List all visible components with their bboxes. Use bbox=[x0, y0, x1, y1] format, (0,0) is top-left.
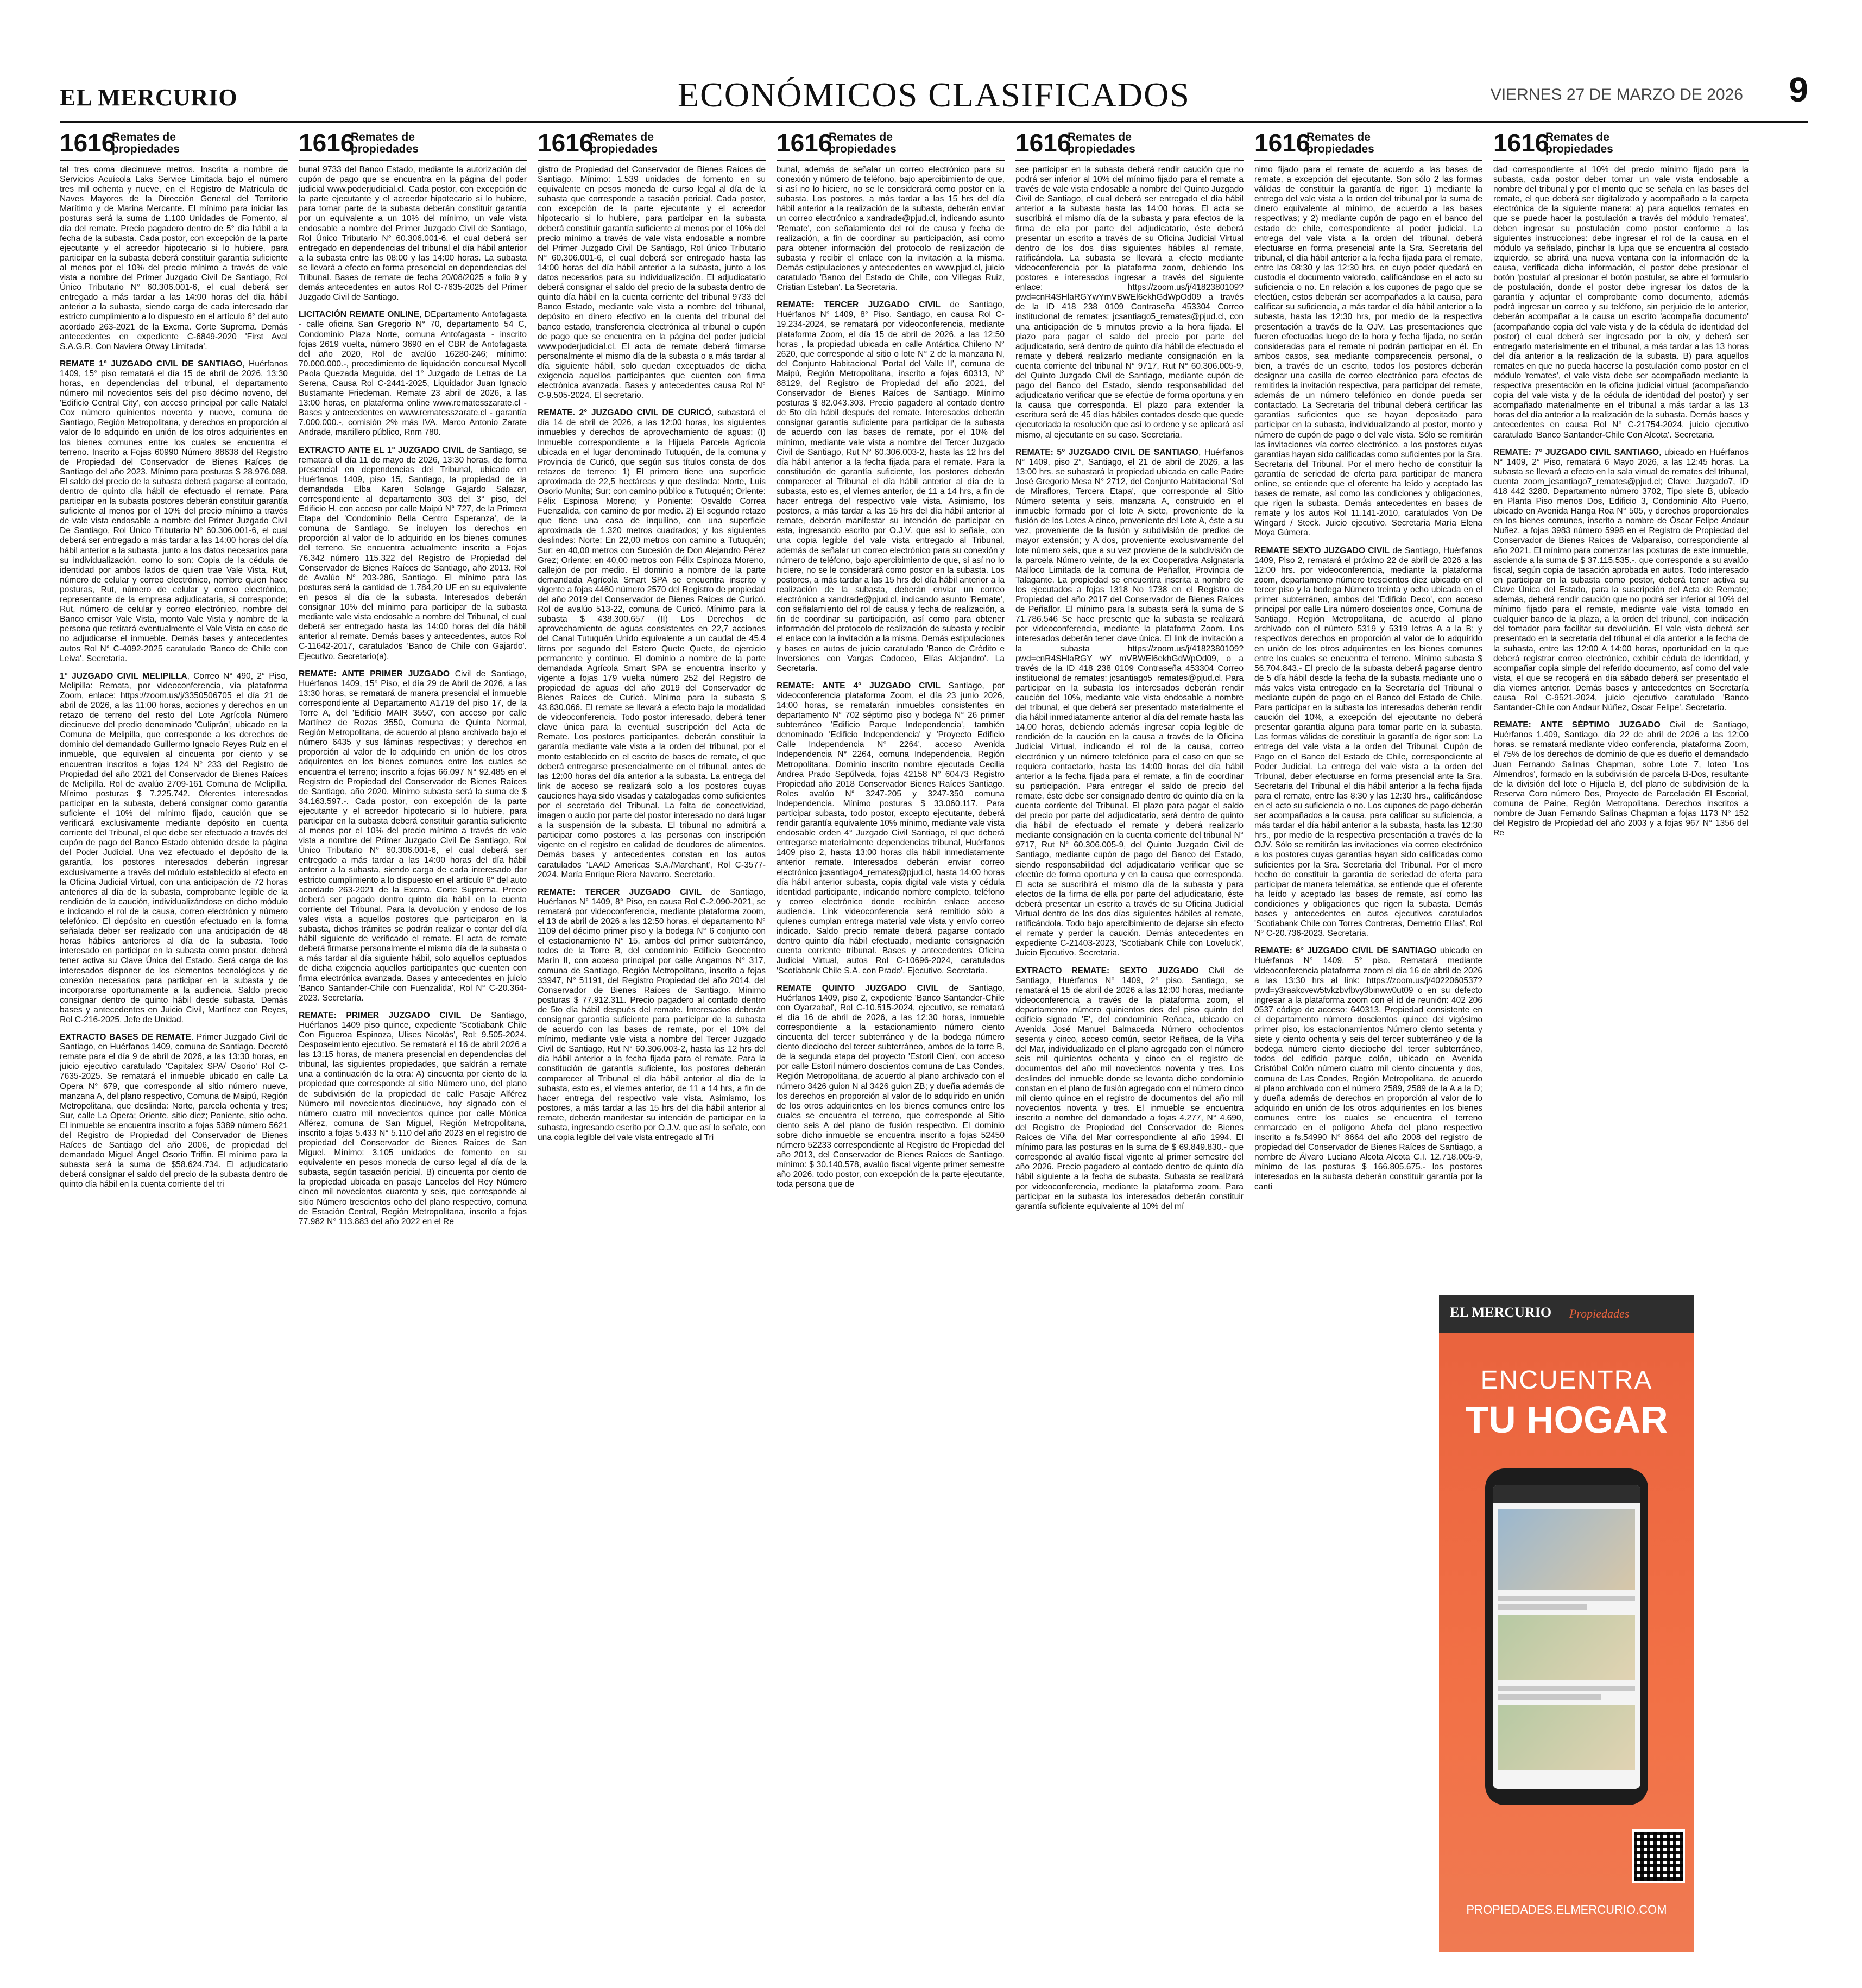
category-number: 1616 bbox=[1493, 129, 1549, 157]
notice-body: nimo fijado para el remate de acuerdo a las bases de remate, a excepción del ejecutante. Son sólo 2 las formas válidas de constituir la garantía de rigor: 1) mediante la entrega del vale vista a la orden del tribunal por la suma de dinero equivalente al mínimo, de acuerdo a las bases respectivas; y 2) mediante cupón de pago en el banco del estado de chile, correspondiente al poder judicial. La entrega del vale vista a la orden del tribunal, deberá efectuarse en forma presencial ante la Sra. Secretaria del tribunal, el día hábil anterior a la fecha fijada para el remate, entre las 08:30 y las 12:30 hrs, en cuyo poder quedará en custodia el documento valorado, calificándose en el acto su suficiencia o no. En relación a los cupones de pago que se efectúen, estos deberán ser acompañados a la causa, para calificar su suficiencia, a más tardar el día hábil anterior a la subasta, hasta las 12:30 hrs, por medio de la respectiva presentación a través de la OJV. Las presentaciones que fueren efectuadas luego de la hora y fecha fijada, no serán consideradas para el remate ni podrán participar en él. En ambos casos, sea mediante comparecencia personal, o bien, a través de un escrito, todos los postores deberán designar una casilla de correo electrónico para efectos de remitirles la invitación respectiva, para participar del remate, además de un número telefónico en donde pueda ser contactado. La Secretaria del tribunal deberá certificar las garantías suficientes que se hayan depositado para participar en la subasta, individualizando al postor, monto y número de cupón de pago o del vale vista. Sólo se remitirán las invitaciones vía correo electrónico, a los postores cuyas garantías hayan sido calificadas como suficientes por la Sra. Secretaria del Tribunal. Por el mero hecho de constituir la garantía de seriedad de oferta para participar de manera online, se entiende que el oferente ha leído y aceptado las bases de remate, así como las condiciones y obligaciones, que rigen la subasta. Demás antecedentes en bases de remate y los autos Rol 11.141-2010, caratulados Von De Wingard / Steck. Juicio ejecutivo. Secretaria María Elena Moya Gúmera. bbox=[1254, 165, 1482, 538]
notice-body: de Santiago, Huérfanos 1409, piso 2, expediente 'Banco Santander-Chile con Oyarzabal', Rol C-10.515-2024, ejecutivo, se rematará el día 16 de abril de 2026, a las 12:30 horas, inmueble correspondiente a la estacionamiento número ciento cincuenta del tercer subterráneo y de la bodega número ciento dieciocho del tercer subterráneo, ambos de la torre B, de la segunda etapa del proyecto 'Estoril Cien', con acceso por calle Estoril número doscientos comuna de Las Condes, Región Metropolitana, de acuerdo al plano archivado con el número 3426 guion N al 3426 guion ZB; y dueña además de los derechos en proporción al valor de lo adquirido en unión de los otros adquirientes en los bienes comunes entre los cuales se encuentra el terreno, que corresponde al Sitio ciento seis A del plano de fusión respectivo. El dominio sobre dicho inmueble se encuentra inscrito a fojas 52450 número 52233 correspondiente al Registro de Propiedad del año 2013, del Conservador de Bienes Raíces de Santiago. mínimo: $ 30.140.578, avalúo fiscal vigente primer semestre año 2026. todo postor, con excepción de la parte ejecutante, toda persona que de bbox=[777, 983, 1005, 1189]
masthead-rule bbox=[60, 121, 1808, 123]
column-head bbox=[1015, 128, 1244, 161]
qr-code-icon[interactable] bbox=[1632, 1829, 1685, 1883]
notice-heading: REMATE: 7° JUZGADO CIVIL SANTIAGO bbox=[1493, 447, 1659, 457]
column-head bbox=[1254, 128, 1482, 161]
category-label bbox=[1545, 131, 1613, 155]
category-number: 1616 bbox=[1015, 129, 1071, 157]
notice bbox=[1015, 966, 1244, 1212]
column-4 bbox=[777, 128, 1005, 1952]
column-1 bbox=[60, 128, 288, 1952]
column-head bbox=[538, 128, 766, 161]
notice-body: , DEpartamento Antofagasta - calle oficina San Gregorio N° 70, departamento 54 C, Condominio Plaza Norte, comuna Antofagasta - inscrito fojas 2619 vuelta, número 3690 en el CBR de Antofagasta del año 2020, Rol de avalúo 16280-246; mínimo: 70.000.000.-, procedimiento de liquidación concursal Mycoll Paola Quezada Maguida, del 1° Juzgado de Letras de La Serena, Causa Rol C-2441-2025, Liquidador Juan Ignacio Bustamante Friedeman. Remate 23 abril de 2026, a las 13:00 horas, en plataforma online www.rematesszarate.cl - Bases y antecedentes en www.rematesszarate.cl - garantía 7.000.000.-, comisión 2% más IVA. Marco Antonio Zarate Andrade, martillero público, Rnm 780. bbox=[299, 310, 527, 438]
notice-heading: REMATE SEXTO JUZGADO CIVIL bbox=[1254, 546, 1390, 555]
notice bbox=[1015, 448, 1244, 959]
notice-body: Santiago, por videoconferencia plataforma Zoom, el día 23 junio 2026, 14:00 horas, se rematarán inmuebles consistentes en departamento N° 702 séptimo piso y bodega N° 26 primer subterráneo 'Edificio Parque Independencia', también denominado 'Edificio Independencia' y 'Proyecto Edificio Calle Independencia N° 2264', acceso Avenida Independencia N° 2264, comuna Independencia, Región Metropolitana. Dominio inscrito nombre ejecutada Cecilia Andrea Prado Sepúlveda, fojas 42158 N° 60473 Registro Propiedad año 2018 Conservador Bienes Raíces Santiago. Roles avalúo N° 3247-205 y 3247-350 comuna Independencia. Mínimo posturas $ 33.060.117. Para participar subasta, todo postor, excepto ejecutante, deberá rendir garantía equivalente 10% mínimo, mediante vale vista endosable orden 4° Juzgado Civil Santiago, el que deberá entregarse materialmente dependencias tribunal, Huérfanos 1409 piso 2, hasta 13:00 horas día hábil inmediatamente anterior remate. Interesados deberán enviar correo electrónico jcsantiago4_remates@pjud.cl, hasta 14:00 horas día hábil anterior subasta, copia digital vale vista y cédula identidad participante, indicando nombre completo, teléfono y correo electrónico donde recibirán enlace acceso audiencia. Link videoconferencia será remitido sólo a quienes cumplan entrega material vale vista y envío correo indicado. Saldo precio remate deberá pagarse contado dentro quinto día hábil efectuado, mediante consignación cuenta corriente tribunal. Bases y antecedentes Oficina Judicial Virtual, autos Rol C-10696-2024, caratulados 'Scotiabank Chile S.A. con Prado'. Ejecutivo. Secretaria. bbox=[777, 681, 1005, 976]
advertisement[interactable] bbox=[1439, 1295, 1694, 1952]
notice-body: Civil de Santiago, Huérfanos 1409, 15° Piso, el día 29 de Abril de 2026, a las 13:30 horas, se rematará de manera presencial el inmueble correspondiente al Departamento A1719 del piso 17, de la Torre A, del 'Edificio MAIR 3550', con acceso por calle Martínez de Rozas 3550, Comuna de Quinta Normal, Región Metropolitana, de acuerdo al plano archivado bajo el número 6435 y sus láminas respectivas; y derechos en proporción al valor de lo adquirido en unión de los otros adquirentes en los bienes comunes entre los cuales se encuentra el terreno; inscrito a fojas 66.097 N° 92.485 en el Registro de Propiedad del Conservador de Bienes Raíces de Santiago, año 2020. Mínimo subasta será la suma de $ 34.163.597.-. Cada postor, con excepción de la parte ejecutante y el acreedor hipotecario si lo hubiere, para participar en la subasta deberá constituir garantía suficiente al menos por el 10% del precio mínimo a través de vale vista a nombre del Primer Juzgado Civil De Santiago, Rol Único Tributario N° 60.306.001-6, el cual deberá ser entregado a más tardar a las 14:00 horas del día hábil anterior a la subasta, siendo carga de cada interesado dar estricto cumplimiento a lo dispuesto en el artículo 6° del auto acordado 263-2021 de la Excma. Corte Suprema. Precio deberá ser pagado dentro quinto día hábil en la cuenta corriente del Tribunal. Para la devolución y endoso de los vales vista a aquellos postores que participaron en la subasta, dichos trámites se podrán realizar o contar del día hábil siguiente de verificado el remate. El acta de remate deberá firmarse personalmente el mismo día de la subasta o a más tardar al día siguiente hábil, solo aquellos ceptuados de dicha exigencia aquellos participantes que cuenten con firma electrónica avanzada. Bases y antecedentes en juicio 'Banco Santander-Chile con Fuenzalida', Rol N° C-20.364-2023. Secretaría. bbox=[299, 669, 527, 1003]
notice bbox=[299, 446, 527, 662]
notice bbox=[299, 165, 527, 302]
column-2 bbox=[299, 128, 527, 1952]
notice-body: tal tres coma diecinueve metros. Inscrita a nombre de Servicios Acuícola Laks Service Limitada bajo el número tres mil ochenta y nueve, en el Registro de Matrícula de Naves Mayores de la Dirección General del Territorio Marítimo y de Marina Mercante. El mínimo para iniciar las posturas será la suma de 1.100 Unidades de Fomento, al día del remate. Precio pagadero dentro de 5° día hábil a la fecha de la subasta. Cada postor, con excepción de la parte ejecutante y el acreedor hipotecario si lo hubiere, para participar en la subasta deberá constituir garantía suficiente al menos por el 10% del precio mínimo a través de vale vista a nombre del Primer Juzgado Civil De Santiago, Rol Único Tributario N° 60.306.001-6, el cual deberá ser entregado a más tardar a las 14:00 horas del día hábil anterior a la subasta, siendo carga de cada interesado dar estricto cumplimiento a lo dispuesto en el artículo 6° del auto acordado 263-2021 de la Excma. Corte Suprema. Demás antecedentes en expediente C-6849-2020 'First Aval S.A.G.R. Con Naviera Otway Limitada'. bbox=[60, 165, 288, 351]
column-5 bbox=[1015, 128, 1244, 1952]
category-label bbox=[351, 131, 419, 155]
category-label-line2: propiedades bbox=[590, 143, 658, 155]
notice-body: De Santiago, Huérfanos 1409 piso quince, expediente 'Scotiabank Chile Con Figueroa Espinoza, Ulises Nicolás', Rol: 9.505-2024. Desposeimiento ejecutivo. Se rematará el 16 de abril 2026 a las 13:15 horas, de manera presencial en dependencias del tribunal, las siguientes propiedades, que saldrán a remate una a continuación de la otra: A) cincuenta por ciento de la propiedad que corresponde al sitio Número uno, del plano de subdivisión de la propiedad de calle Pasaje Alférez Número mil novecientos diecinueve, hoy signado con el número cuatro mil novecientos quince por calle Mónica Alférez, comuna de San Miguel, Región Metropolitana, inscrito a fojas 5.433 N° 5.110 del año 2023 en el registro de propiedad del Conservador de Bienes Raíces de San Miguel. Mínimo: 3.105 unidades de fomento en su equivalente en pesos moneda de curso legal al día de la subasta, según tasación pericial. B) cincuenta por ciento de la propiedad ubicada en pasaje Lancelos del Rey Número cinco mil novecientos cuarenta y seis, que corresponde al sitio Número trescientos ocho del plano respectivo, comuna de Estación Central, Región Metropolitana, inscrito a fojas 77.982 N° 113.883 del año 2022 en el Re bbox=[299, 1010, 527, 1226]
ad-url[interactable]: PROPIEDADES.ELMERCURIO.COM bbox=[1466, 1903, 1667, 1916]
notice-body: Civil de Santiago, Huérfanos 1.409, Santiago, día 22 de abril de 2026 a las 12:00 horas, se rematará mediante video conferencia, plataforma Zoom, el 75% de los derechos de dominio de que es dueño el demandado Juan Fernando Salinas Chapman, sobre Lote 7, loteo 'Los Almendros', formado en la subdivisión de parcela B-Dos, resultante de la división del lote o Hijuela B, del plano de subdivisión de la Reserva Coro número Dos, Proyecto de Parcelación El Escorial, comuna de Paine, Región Metropolitana. Derechos inscritos a nombre de Juan Fernando Salinas Chapman a fojas 1173 N° 152 del Registro de Propiedad del año 2003 y a fojas 967 N° 1356 del Re bbox=[1493, 720, 1749, 838]
category-label-line2: propiedades bbox=[1306, 143, 1374, 155]
phone-screen bbox=[1493, 1485, 1640, 1789]
page-number: 9 bbox=[1789, 70, 1808, 109]
category-label bbox=[1068, 131, 1135, 155]
notice-heading: EXTRACTO BASES DE REMATE bbox=[60, 1033, 192, 1042]
category-label-line1: Remates de bbox=[1306, 131, 1371, 143]
notice-heading: LICITACIÓN REMATE ONLINE bbox=[299, 310, 420, 320]
column-3 bbox=[538, 128, 766, 1952]
notice bbox=[299, 310, 527, 438]
ad-logo-sub: Propiedades bbox=[1569, 1307, 1630, 1320]
notice-heading: REMATE: ANTE PRIMER JUZGADO bbox=[299, 669, 450, 679]
notice bbox=[777, 165, 1005, 293]
notice-heading: REMATE QUINTO JUZGADO CIVIL bbox=[777, 983, 939, 993]
ad-headline-2: TU HOGAR bbox=[1465, 1398, 1668, 1441]
category-number: 1616 bbox=[1254, 129, 1310, 157]
notice-body: Civil de Santiago, Huérfanos N° 1409, 2° piso, Santiago, se rematará el 15 de abril de 2026 a las 12:00 horas, mediante videoconferencia a través de la plataforma zoom, el departamento número quinientos dos del piso quinto del edificio signado 'E', del condominio Reñaca, ubicado en Avenida José Manuel Balmaceda Número ochocientos sesenta y cinco, acceso común, sector Reñaca, de la Viña del Mar, individualizado en el plano agregado con el número seis mil quinientos ochenta y cinco en el registro de documentos del año mil novecientos noventa y tres. Los deslindes del inmueble donde se levanta dicho condominio constan en el plano de fusión agregado con el número cinco mil ciento quince en el registro de documentos del año mil novecientos noventa y tres. El inmueble se encuentra inscrito a nombre del demandado a fojas 4.277, N° 4.690, del Registro de Propiedad del Conservador de Bienes Raíces de Viña del Mar correspondiente al año 1994. El mínimo para las posturas en la suma de $ 69.849.830.- que corresponde al avalúo fiscal vigente al primer semestre del año 2026. Precio pagadero al contado dentro de quinto día hábil siguiente a la fecha de subasta. Subasta se realizará por videoconferencia, mediante la plataforma zoom. Para participar en la subasta los interesados deberán constituir garantía suficiente equivalente al 10% del mí bbox=[1015, 966, 1244, 1211]
notice-heading: EXTRACTO ANTE EL 1° JUZGADO CIVIL bbox=[299, 445, 464, 455]
ad-headline-1: ENCUENTRA bbox=[1480, 1366, 1653, 1395]
category-label-line2: propiedades bbox=[112, 143, 180, 155]
notice bbox=[1493, 165, 1749, 440]
notice-heading: REMATE: 6° JUZGADO CIVIL DE SANTIAGO bbox=[1254, 946, 1437, 956]
column-head bbox=[1493, 128, 1749, 161]
category-label bbox=[829, 131, 897, 155]
ad-header-bar bbox=[1439, 1295, 1694, 1333]
category-number: 1616 bbox=[777, 129, 832, 157]
notice-heading: REMATE. 2° JUZGADO CIVIL DE CURICÓ bbox=[538, 408, 712, 418]
notice-body: dad correspondiente al 10% del precio mínimo fijado para la subasta, cada postor deber tomar un vale vista endosable a nombre del tribunal y por el monto que se señala en las bases del remate, el que deberá ser digitalizado y acompañado a la carpeta electrónica de la siguiente manera: a) para aquellos remates en que se puede hacer la postulación a través del módulo 'remates', deben ingresar su postulación como postor conforme a las siguientes instrucciones: debe ingresar el rol de la causa en el módulo ya señalado, pinchar la lupa que se encuentra al costado izquierdo, se abrirá una nueva ventana con la información de la causa, verificada dicha información, el postor debe presionar el botón 'postular' al presionar el botón postular, se abre el formulario de postulación, donde el postor debe ingresar los datos de la garantía y adjuntar el comprobante como documento, además podrá ingresar un correo y su teléfono, sin perjuicio de lo anterior, deberán acompañar a la causa un escrito 'acompaña documento' (acompañando copia del vale vista y de la cédula de identidad del postor) el cual deberá ser ingresado por la oiv, y deberá ser entregarlo materialmente en el tribunal, a más tardar a las 13 horas del día anterior a la realización de la subasta. B) para aquellos remates en que no pueda hacerse la postulación como postor en el módulo 'remates', el vale vista debe ser acompañado mediante la respectiva presentación en la oficina judicial virtual (acompañando copia del vale vista y de la cédula de identidad del postor) y ser acompañado materialmente en el tribunal a más tardar a las 13 horas del día anterior a la realización de la subasta. Demás bases y antecedentes en causa Rol N° C-21754-2024, juicio ejecutivo caratulado 'Banco Santander-Chile Con Alcota'. Secretaria. bbox=[1493, 165, 1749, 440]
column-head bbox=[777, 128, 1005, 161]
notice-body: de Santiago, Huérfanos N° 1409, 8° Piso, en causa Rol C-2.090-2021, se rematará por videoconferencia, mediante plataforma zoom, el 13 de abril de 2026 a las 12:50 horas, el departamento N° 1109 del décimo primer piso y la bodega N° 6 conjunto con el estacionamiento N° 15, ambos del primer subterráneo, todos de la Torre B, del condominio Edificio Geocentro Marín II, con acceso principal por calle Angamos N° 317, comuna de Santiago, Región Metropolitana, inscrito a fojas 33947, N° 51191, del Registro Propiedad del año 2014, del Conservador de Bienes Raíces de Santiago. Mínimo posturas $ 77.912.311. Precio pagadero al contado dentro de 5to día hábil después del remate. Interesados deberán consignar garantía suficiente para participar de la subasta de acuerdo con las bases de remate, por el 10% del mínimo, mediante vale vista a nombre del Tercer Juzgado Civil de Santiago, Rut N° 60.306.003-2, hasta las 12 hrs del día hábil anterior a la fecha fijada para el remate. Para la constitución de garantía suficiente, los postores deberán comparecer al Tribunal el día hábil anterior al día de la subasta, esto es, el viernes anterior, de 11 a 14 hrs, a fin de hacer entrega del respectivo vale vista. Asimismo, los postores, a más tardar a las 15 hrs del día hábil anterior al remate, deberán manifestar su intención de participar en la subasta, ingresando escrito por O.J.V. que así lo señale, con una copia legible del vale vista entregado al Tri bbox=[538, 887, 766, 1143]
notice-body: , Correo N° 490, 2° Piso, Melipilla: Remata, por videoconferencia, vía plataforma Zoom, enlace: https://zoom.us/j/3350506705 el día 21 de abril de 2026, a las 11:00 horas, acciones y derechos en un retazo de terreno del resto del Lote Agrícola Número diecinueve del predio denominado 'Culiprán', ubicado en la Comuna de Melipilla, que corresponde a los derechos de dominio del demandado Guillermo Ignacio Reyes Ruiz en el inmueble, que equivalen al cincuenta por ciento y se encuentran inscritos a fojas 124 N° 233 del Registro de Propiedad del año 2021 del Conservador de Bienes Raíces de Melipilla. Rol de avalúo 2709-161 Comuna de Melipilla. Mínimo posturas $ 7.225.742. Oferentes interesados participar en la subasta, deberá consignar como garantía suficiente el 10% del mínimo fijado, caución que se verificará exclusivamente mediante depósito en cuenta corriente del Tribunal, el que debe ser efectuado a través del cupón de pago del Banco Estado obtenido desde la página del Poder Judicial. Una vez efectuado el depósito de la garantía, los postores interesados deberán ingresar exclusivamente a través del módulo establecido al efecto en la Oficina Judicial Virtual, con una anticipación de 72 horas anteriores al día de la subasta, comprobante legible de la rendición de la caución, individualizándose en dicho módulo e indicando el rol de la causa, correo electrónico y número telefónico. El depósito en cuestión efectuado en la forma señalada deber ser realizado con una anticipación de 48 horas hábiles anteriores al día de la subasta. Todo interesado en participar en la subasta como postor, deberá tener activa su Clave Única del Estado. Será carga de los interesados disponer de los elementos tecnológicos y de conexión necesarios para participar en la subasta y de incorporarse oportunamente a la audiencia. Saldo precio consignar dentro de quinto hábil desde subasta. Demás bases y antecedentes en Juicio Civil, Martínez con Reyes, Rol C-216-2025. Jefe de Unidad. bbox=[60, 671, 288, 1024]
notice bbox=[299, 1011, 527, 1227]
notice-body: , Huérfanos 1409, 15° piso rematará el día 15 de abril de 2026, 13:30 horas, en dependencias del tribunal, el departamento número mil novecientos seis del piso décimo noveno, del 'Edificio Central City', con acceso principal por calle Natalel Cox número quinientos noventa y nueve, comuna de Santiago, Región Metropolitana, y derechos en proporción al valor de lo adquirido en unión de los otros adquirientes en los bienes comunes entre los cuales se encuentra el terreno. Inscrito a Fojas 60990 Número 88638 del Registro de Propiedad del Conservador de Bienes Raíces de Santiago del año 2023. Mínimo para posturas $ 28.976.088. El saldo del precio de la subasta deberá pagarse al contado, dentro de quinto día hábil de efectuado el remate. Para participar en la subasta postores deberán constituir garantía suficiente al menos por el 10% del precio mínimo a través de vale vista endosable a nombre del Primer Juzgado Civil De Santiago, Rol Único Tributario N° 60.306.001-6, el cual deberá ser entregado a más tardar a las 14:00 horas del día hábil anterior a la subasta, junto a los datos necesarios para su individualización, como lo son: Copia de la cédula de identidad por ambos lados de quien trae Vale Vista, Rut, número de celular y correo electrónico, nombre quien hace posturas, Rut, número de celular y correo electrónico, representante de la empresa adjudicataria, si corresponde; Rut, número de celular y correo electrónico, nombre del Banco emisor Vale Vista, monto Vale Vista y nombre de la persona que retirará eventualmente el Vale Vista en caso de no adjudicarse el inmueble. Demás bases y antecedentes autos Rol N° C-4092-2025 caratulado 'Banco de Chile con Leiva'. Secretaria. bbox=[60, 359, 288, 663]
notice-heading: REMATE: 5° JUZGADO CIVIL DE SANTIAGO bbox=[1015, 447, 1199, 457]
notice bbox=[60, 165, 288, 352]
section-title: ECONÓMICOS CLASIFICADOS bbox=[678, 75, 1190, 114]
category-label-line2: propiedades bbox=[1545, 143, 1613, 155]
category-label-line2: propiedades bbox=[1068, 143, 1135, 155]
column-head bbox=[60, 128, 288, 161]
notice bbox=[60, 359, 288, 664]
notice-heading: REMATE: ANTE 4° JUZGADO CIVIL bbox=[777, 681, 941, 691]
category-label-line2: propiedades bbox=[829, 143, 897, 155]
notice-body: ubicado en Huérfanos N° 1409, 5° piso. Rematará mediante videoconferencia plataforma zoom el día 16 de abril de 2026 a las 13:30 hrs al link: https://zoom.us/j/4022060537?pwd=y3raakcvew5tvkzbvfbvy3binww0ut09 o en su defecto ingresar a la plataforma zoom con el id de reunión: 402 206 0537 código de acceso: 640313. Propiedad consistente en el departamento número doscientos quince del vigésimo primer piso, los estacionamientos Número ciento setenta y siete y ciento ochenta y seis del tercer subterráneo y de la bodega número ciento dieciocho del tercer subterráneo, todos del edificio parque colón, ubicado en Avenida Cristóbal Colón número cuatro mil ciento cincuenta y dos, comuna de Las Condes, Región Metropolitana, de acuerdo al plano archivado con el número 2589, 2589 de la A a la D; y dueña además de derechos en proporción al valor de lo adquirido en unión de los otros adquirientes en los bienes comunes entre los cuales se encuentra el terreno enmarcado en el polígono Abefa del plano respectivo inscrito a fs.54990 N° 8664 del año 2008 del registro de propiedad del Conservador de Bienes Raíces de Santiago, a nombre de Álvaro Luciano Alcota Alcota C.I. 12.718.005-9, mínimo de las posturas $ 166.805.675.- los postores interesados en la subasta deberán constituir garantía por la canti bbox=[1254, 946, 1482, 1192]
category-label bbox=[1306, 131, 1374, 155]
category-label-line1: Remates de bbox=[590, 131, 654, 143]
notice-heading: REMATE: ANTE SÉPTIMO JUZGADO bbox=[1493, 720, 1661, 730]
notice-body: , subastará el día 14 de abril de 2026, a las 12:00 horas, los siguientes inmuebles y derechos de aprovechamiento de aguas: (I) Inmueble correspondiente a la Hijuela Parcela Agrícola ubicada en el lugar denominado Tutuquén, de la comuna y Provincia de Curicó, que según sus títulos consta de dos retazos de terreno: 1) El primero tiene una superficie aproximada de 22,5 hectáreas y que deslinda: Norte, Luis Osorio Munita; Sur: con camino público a Tutuquén; Oriente: Félix Espinosa Moreno; y Poniente: Osvaldo Correa Fuenzalida, con camino de por medio. 2) El segundo retazo que tiene una casa de inquilino, con una superficie aproximada de 1.320 metros cuadrados; y los siguientes deslindes: Norte: En 22,00 metros con camino a Tutuquén; Sur: en 40,00 metros con Sucesión de Don Alejandro Pérez Grez; Oriente: en 40,00 metros con Félix Espinoza Moreno, callejón de por medio. El dominio a nombre de la parte demandada Agrícola Smart SPA se encuentra inscrito y vigente a fojas 4460 número 2570 del Registro de propiedad del año 2019 del Conservador de Bienes Raíces de Curicó. Rol de avalúo 513-22, comuna de Curicó. Mínimo para la subasta $ 438.300.657 (II) Los Derechos de aprovechamiento de aguas consistentes en 22,7 acciones del Canal Tutuquén Unido equivalente a un caudal de 45,4 litros por segundo del Estero Quete Quete, de ejercicio permanente y continuo. El dominio a nombre de la parte demandada Agrícola Smart SPA se encuentra inscrito y vigente a fojas 179 vuelta número 252 del Registro de propiedad de aguas del año 2019 del Conservador de Bienes Raíces de Curicó. Mínimo para la subasta $ 43.830.066. El remate se llevará a efecto bajo la modalidad de videoconferencia. Todo postor interesado, deberá tener clave única para la eventual suscripción del Acta de Remate. Los postores participantes, deberán constituir la garantía mediante vale vista a la orden del tribunal, por el monto establecido en el escrito de bases de remate, el que deberá entregarse presencialmente en el tribunal, antes de las 12:00 horas del día anterior a la subasta. La entrega del link de acceso se realizará solo a los postores cuyas cauciones haya sido visadas y catalogadas como suficientes por el secretario del Tribunal. La falta de conectividad, imagen o audio por parte del postor interesado no dará lugar a la suspensión de la subasta. El tribunal no admitirá a participar como postores a las personas con inscripción vigente en el registro en calidad de deudores de alimentos. Demás bases y antecedentes constan en los autos caratulados 'LAAD Americas S.A./Marchant', Rol C-3577-2024. María Enrique Riera Navarro. Secretario. bbox=[538, 408, 766, 879]
notice-body: , ubicado en Huérfanos N° 1409, 2° Piso, rematará 6 Mayo 2026, a las 12:45 horas. La subasta se llevará a efecto en la sala virtual de remates del tribunal, cuenta zoom_jcsantiago7_remates@pjud.cl; Clave: Juzgado7, ID 418 442 3280. Departamento número 3702, Tipo siete B, ubicado en Planta Piso menos Dos, Edificio 3, Condominio Alto Puerto, ubicado en Avenida Hanga Roa N° 505, y derechos proporcionales en los bienes comunes, inscrito a nombre de Óscar Felipe Andaur Nuñez, a fojas 3983 número 5998 en el Registro de Propiedad del Conservador de Bienes Raíces de Valparaíso, correspondiente al año 2021. El mínimo para comenzar las posturas de este inmueble, asciende a la suma de $ 37.115.535.-, que corresponde a su avalúo fiscal, según copia de tasación aprobada en autos. Todo interesado en participar en la subasta como postor, deberá tener activa su Clave Única del Estado, para la suscripción del Acta de Remate; además, deberá rendir caución que no podrá ser inferior al 10% del mínimo fijado para el remate, mediante vale vista tomado en cualquier banco de la plaza, a la orden del tribunal, con indicación del tomador para facilitar su devolución. El vale vista deberá ser presentado en la secretaría del tribunal el día anterior a la fecha de la subasta, entre las 12:00 A 14:00 horas, oportunidad en la que deberá registrar correo electrónico, exhibir cédula de identidad, y acompañar copia simple del referido documento, así como del vale vista, el que se recogerá en día sábado deberá ser presentado el día viernes anterior. Demás bases y antecedentes en Secretaría causa Rol C-9521-2024, juicio ejecutivo caratulado 'Banco Santander-Chile con Andaur Núñez, Oscar Felipe'. Secretario. bbox=[1493, 447, 1749, 713]
category-label-line2: propiedades bbox=[351, 143, 419, 155]
notice-heading: REMATE: TERCER JUZGADO CIVIL bbox=[777, 300, 941, 310]
category-label-line1: Remates de bbox=[112, 131, 176, 143]
notice bbox=[1254, 546, 1482, 939]
notice-heading: REMATE: TERCER JUZGADO CIVIL bbox=[538, 887, 702, 897]
category-label bbox=[112, 131, 180, 155]
notice bbox=[538, 408, 766, 880]
phone-illustration bbox=[1485, 1468, 1648, 1805]
notice bbox=[1015, 165, 1244, 440]
notice bbox=[60, 1033, 288, 1190]
notice bbox=[538, 165, 766, 401]
notice bbox=[777, 681, 1005, 976]
category-label-line1: Remates de bbox=[351, 131, 415, 143]
notice-body: de Santiago, Huérfanos 1409, Piso 2, rematará el próximo 22 de abril de 2026 a las 12:00 hrs. por videoconferencia, mediante la plataforma zoom, departamento número trescientos diez ubicado en el tercer piso y la bodega Número treinta y ocho ubicada en el primer subterráneo, ambos del 'Edificio Deco', con acceso principal por calle Lira número doscientos once, Comuna de Santiago, Región Metropolitana, de acuerdo al plano archivado con el número 5319 y 5319 letras A a la B; y respectivos derechos en proporción al valor de lo adquirido en unión de los otros adquirentes en los bienes comunes entre los cuales se encuentra el terreno. Mínimo subasta $ 56.704.843.- El precio de la subasta deberá pagarse dentro de 5 día hábil desde la fecha de la subasta mediante uno o más vales vista entregado en la Secretaría del Tribunal o mediante cupón de pago en el Banco del Estado de Chile. Para participar en la subasta los interesados deberán rendir caución del 10%, a excepción del ejecutante no deberá presentar garantía alguna para tomar parte en la subasta. Las formas válidas de constituir la garantía de rigor son: La entrega del vale vista a la orden del Tribunal. Cupón de Pago en el Banco del Estado de Chile, correspondiente al Poder Judicial. La entrega del vale vista a la orden del Tribunal, deber efectuarse en forma presencial ante la Sra. Secretaria del Tribunal el día hábil anterior a la fecha fijada para el remate, entre las 8:30 y las 12:30 hrs., calificándose en el acto su suficiencia o no. Los cupones de pago deberán ser acompañados a la causa, para calificar su suficiencia, a más tardar el día hábil anterior a la subasta, hasta las 12:30 hrs., por medio de la respectiva presentación a través de la OJV. Sólo se remitirán las invitaciones vía correo electrónico a los postores cuyas garantías hayan sido calificadas como suficientes por la Sra. Secretaria del Tribunal. Por el mero hecho de constituir la garantía de seriedad de oferta para participar de manera telemática, se entiende que el oferente ha leído y aceptado las bases de remate, así como las condiciones y obligaciones que rigen la subasta. Demás bases y antecedentes en autos ejecutivos caratulados 'Scotiabank Chile con Torres Contreras, Demetrio Elías', Rol N° C-20.736-2023. Secretaria. bbox=[1254, 546, 1482, 939]
masthead bbox=[60, 69, 1808, 118]
notice bbox=[777, 984, 1005, 1190]
notice-body: de Santiago, Huérfanos N° 1409, 8° Piso, Santiago, en causa Rol C-19.234-2024, se rematará por videoconferencia, mediante plataforma Zoom, el día 15 de abril de 2026, a las 12:50 horas , la propiedad ubicada en calle Antártica Chileno N° 2620, que corresponde al sitio o lote N° 2 de la manzana N, del Conjunto Habitacional 'Portal del Valle II', comuna de Maipú, Región Metropolitana, inscrito a fojas 60313, N° 88129, del Registro de Propiedad del año 2021, del Conservador de Bienes Raíces de Santiago. Mínimo posturas $ 82.043.303. Precio pagadero al contado dentro de 5to día hábil después del remate. Interesados deberán consignar garantía suficiente para participar de la subasta de acuerdo con las bases de remate, por el 10% del mínimo, mediante vale vista a nombre del Tercer Juzgado Civil de Santiago, Rut N° 60.306.003-2, hasta las 12 hrs del día hábil anterior a la fecha fijada para el remate. Para la constitución de garantía suficiente, los postores deberán comparecer al Tribunal el día hábil anterior al día de la subasta, esto es, el viernes anterior, de 11 a 14 hrs, a fin de hacer entrega del respectivo vale vista. Asimismo, los postores, a más tardar a las 15 hrs del día hábil anterior al remate, deberán manifestar su intención de participar en esta, ingresando escrito por O.J.V. que así lo señale, con una copia legible del vale vista entregado al Tribunal, además de señalar un correo electrónico para su conexión y número de teléfono, bajo apercibimiento de que, si así no lo hiciere, no se le considerará como postor en la subasta. Los postores, a más tardar a las 15 hrs del día hábil anterior a la realización de la subasta, deberán enviar un correo electrónico a xandrade@pjud.cl, indicando asunto 'Remate', con señalamiento del rol de causa y fecha de realización, a fin de coordinar su participación, así como para obtener información del protocolo de realización de subasta y recibir el enlace con la invitación a la misma. Demás estipulaciones y bases en autos de juicio caratulado 'Banco de Crédito e Inversiones con Vargas Codoceo, Elías Alejandro'. La Secretaria. bbox=[777, 300, 1005, 673]
ad-logo: EL MERCURIO bbox=[1450, 1305, 1552, 1320]
notice-heading: REMATE 1° JUZGADO CIVIL DE SANTIAGO bbox=[60, 359, 243, 369]
column-7 bbox=[1493, 128, 1749, 1290]
brand-logo: EL MERCURIO bbox=[60, 84, 238, 111]
notice bbox=[1254, 946, 1482, 1192]
category-label bbox=[590, 131, 658, 155]
notice bbox=[60, 672, 288, 1025]
column-head bbox=[299, 128, 527, 161]
notice-body: gistro de Propiedad del Conservador de Bienes Raíces de Santiago. Mínimo: 1.539 unidades de fomento en su equivalente en pesos moneda de curso legal al día de la subasta que corresponde a tasación pericial. Cada postor, con excepción de la parte ejecutante y el acreedor hipotecario si lo hubiere, para participar en la subasta deberá constituir garantía suficiente al menos por el 10% del precio mínimo a través de vale vista endosable a nombre del Primer Juzgado Civil De Santiago, Rol único Tributario N° 60.306.001-6, el cual deberá ser entregado hasta las 14:00 horas del día hábil anterior a la subasta, junto a los datos necesarios para su individualización. El adjudicatario deberá consignar el saldo del precio de la subasta dentro de quinto día hábil en la cuenta corriente del tribunal 9733 del Banco Estado, mediante vale vista a nombre del tribunal, depósito en dinero efectivo en la cuenta del tribunal del banco estado, transferencia electrónica al tribunal o cupón de pago que se encuentra en la página del poder judicial www.poderjudicial.cl. El acta de remate deberá firmarse personalmente el mismo día de la subasta o a más tardar al día siguiente hábil, solo quedan exceptuados de dicha exigencia aquellos participantes que cuenten con firma electrónica avanzada. Bases y antecedentes causa Rol N° C-9.505-2024. El secretario. bbox=[538, 165, 766, 401]
notice bbox=[1493, 448, 1749, 713]
issue-date: VIERNES 27 DE MARZO DE 2026 bbox=[1490, 86, 1743, 104]
notice bbox=[538, 888, 766, 1143]
category-number: 1616 bbox=[299, 129, 355, 157]
category-number: 1616 bbox=[60, 129, 116, 157]
category-label-line1: Remates de bbox=[1068, 131, 1132, 143]
notice-heading: REMATE: PRIMER JUZGADO CIVIL bbox=[299, 1010, 462, 1020]
notice bbox=[777, 300, 1005, 674]
notice-body: . Primer Juzgado Civil de Santiago, en Huérfanos 1409, comuna de Santiago. Decretó remate para el día 9 de abril de 2026, a las 13:30 horas, en juicio ejecutivo caratulado 'Capitalex SPA/ Osorio' Rol C-7635-2025. Se rematará el inmueble ubicado en calle La Opera N° 679, que corresponde al sitio número nueve, manzana A, del plano respectivo, Comuna de Maipú, Región Metropolitana, que deslinda: Norte, parcela ochenta y tres; Sur, calle La Ópera; Oriente, sitio diez; Poniente, sitio ocho. El inmueble se encuentra inscrito a fojas 5389 número 5621 del Registro de Propiedad del Conservador de Bienes Raíces de Santiago del año 2006, de propiedad del demandado Miguel Ángel Osorio Triffin. El mínimo para la subasta será la suma de $58.624.734. El adjudicatario deberá consignar el saldo del precio de la subasta dentro de quinto día hábil en la cuenta corriente del tri bbox=[60, 1033, 288, 1189]
notice bbox=[1493, 720, 1749, 838]
notice-heading: 1° JUZGADO CIVIL MELIPILLA bbox=[60, 671, 187, 681]
notice-body: de Santiago, se rematará el día 11 de mayo de 2026, 13:30 horas, de forma presencial en dependencias del Tribunal, ubicado en Huérfanos 1409, piso 15, Santiago, la propiedad de la demandada Elba Karen Solange Gajardo Salazar, correspondiente al departamento 303 del 3° piso, del Edificio H, con acceso por calle Maipú N° 727, de la Primera Etapa del 'Condominio Bella Centro Esperanza', de la comuna de Santiago. Se incluyen los derechos en proporción al valor de lo adquirido en los bienes comunes del terreno. Se encuentra actualmente inscrito a Fojas 76.342 número 115.322 del Registro de Propiedad del Conservador de Bienes Raíces de Santiago, año 2013. Rol de Avalúo N° 203-286, Santiago. El mínimo para las posturas será la cantidad de 1.784,20 UF en su equivalente en pesos al día de la subasta. Interesados deberán consignar 10% del mínimo para participar de la subasta mediante vale vista endosable a nombre del Tribunal, el cual deberá ser entregado hasta las 14:00 horas del día hábil anterior al remate. Demás bases y antecedentes, autos Rol C-11642-2017, caratulados 'Banco de Chile con Gajardo'. Ejecutivo. Secretario(a). bbox=[299, 445, 527, 661]
notice-body: , Huérfanos N° 1409, piso 2°, Santiago, el 21 de abril de 2026, a las 13:00 hrs. se subastará la propiedad ubicada en calle Padre José Gregorio Mesa N° 2712, del Conjunto Habitacional 'Sol de Miraflores, Tercera Etapa', que corresponde al Sitio Número setenta y seis, manzana A, construido en el inmueble formado por el lote A siete, proveniente de la fusión de los Lotes A cinco, proveniente del Lote A, éste a su vez, proveniente de la fusión y subdivisión de predios de mayor extensión; y A dos, proveniente exclusivamente del lote número seis, que a su vez proviene de la subdivisión de la parcela Número veinte, de la ex Cooperativa Asignataria Malloco Limitada de la comuna de Peñaflor, Provincia de Talagante. La propiedad se encuentra inscrita a nombre de los ejecutados a fojas 1318 No 1738 en el Registro de Propiedad del año 2017 del Conservador de Bienes Raíces de Peñaflor. El mínimo para la subasta será la suma de $ 71.786.546 Se hace presente que la subasta se realizará por videoconferencia, mediante la plataforma Zoom. Los interesados deberán tener clave única. El link de invitación a la subasta https://zoom.us/j/4182380109? pwd=cnR4SHlaRGY wY mVBWEl6ekhGdWpOd09, o a través de la ID 418 238 0109 Contraseña 453304 Correo institucional de remates: jcsantiago5_remates@pjud.cl. Para participar en la subasta los interesados deberán rendir caución del 10%, mediante vale vista endosable a nombre del tribunal, el que deberá ser presentado materialmente el día hábil inmediatamente anterior al día del remate hasta las 14.00 horas, debiendo además ingresar copia legible de rendición de la caución en la causa a través de la Oficina Judicial Virtual, indicando el rol de la causa, correo electrónico y un número telefónico para el caso en que se requiera contactarlo, hasta las 14:00 horas del día hábil anterior a la fecha fijada para el remate, a fin de coordinar su participación. Para entregar el saldo de precio del remate, éste debe ser consignado dentro de quinto día en la cuenta corriente del Tribunal. El plazo para pagar el saldo del precio por parte del adjudicatario, será dentro de quinto día hábil de efectuado el remate y deberá realizarlo mediante consignación en la cuenta corriente del tribunal N° 9717, Rut N° 60.306.005-9, del Quinto Juzgado Civil de Santiago, mediante cupón de pago del Banco del Estado, siendo responsabilidad del adjudicatario verificar que se efectúe de forma oportuna y en la causa que corresponda. El acta se suscribirá el mismo día de la subasta y para efectos de la firma de ella por parte del adjudicatario, éste deberá presentar un escrito a través de su Oficina Judicial Virtual dentro de los dos días siguientes hábiles al remate, ratificándola. Todo bajo apercibimiento de dejarse sin efecto el remate y perder la caución. Demás antecedentes en expediente C-21403-2023, 'Scotiabank Chile con Loveluck', Juicio Ejecutivo. Secretaria. bbox=[1015, 447, 1244, 958]
category-label-line1: Remates de bbox=[829, 131, 893, 143]
category-label-line1: Remates de bbox=[1545, 131, 1609, 143]
notice bbox=[1254, 165, 1482, 539]
notice bbox=[299, 669, 527, 1003]
notice-body: bunal, además de señalar un correo electrónico para su conexión y número de teléfono, bajo apercibimiento de que, si así no lo hiciere, no se le considerará como postor en la subasta. Los postores, a más tardar a las 15 hrs del día hábil anterior a la realización de la subasta, deberán enviar un correo electrónico a xandrade@pjud.cl, indicando asunto 'Remate', con señalamiento del rol de causa y fecha de realización, a fin de coordinar su participación, así como para obtener información del protocolo de realización de subasta y recibir el enlace con la invitación a la misma. Demás estipulaciones y antecedentes en www.pjud.cl, juicio caratulado 'Banco del Estado de Chile, con Villegas Ruiz, Cristian Esteban'. La Secretaria. bbox=[777, 165, 1005, 293]
notice-body: see participar en la subasta deberá rendir caución que no podrá ser inferior al 10% del mínimo fijado para el remate a través de vale vista endosable a nombre del Quinto Juzgado Civil de Santiago, el cual deberá ser entregado el día hábil anterior a la subasta hasta las 14:00 horas. El acta se suscribirá el mismo día de la subasta y para efectos de la firma de ella por parte del adjudicatario, éste deberá presentar un escrito a través de su Oficina Judicial Virtual dentro de los dos días siguientes hábiles al remate, ratificándola. La subasta se llevará a efecto mediante videoconferencia por la plataforma zoom, debiendo los postores e interesados ingresar a través del siguiente enlace: https://zoom.us/j/4182380109?pwd=cnR4SHlaRGYwYmVBWEl6ekhGdWpOd09 a través de la ID 418 238 0109 Contraseña 453304 Correo institucional de remates: jcsantiago5_remates@pjud.cl, con una anticipación de 5 minutos previo a la hora fijada. El plazo para pagar el saldo del precio por parte del adjudicatario, será dentro de quinto día hábil de efectuado el remate y deberá realizarlo mediante consignación en la cuenta corriente del tribunal N° 9717, Rut N° 60.306.005-9, del Quinto Juzgado Civil de Santiago, mediante cupón de pago del Banco del Estado, siendo responsabilidad del adjudicatario verificar que se efectúe de forma oportuna y en la causa que corresponda. El plazo para extender la escritura será de 45 días hábiles contados desde que quede ejecutoriada la resolución que así lo ordene y se aplicará así mismo, al ejecutante en su caso. Secretaria. bbox=[1015, 165, 1244, 440]
notice-heading: EXTRACTO REMATE: SEXTO JUZGADO bbox=[1015, 966, 1199, 976]
category-number: 1616 bbox=[538, 129, 594, 157]
notice-body: bunal 9733 del Banco Estado, mediante la autorización del cupón de pago que se encuentra en la página del poder judicial www.poderjudicial.cl. Cada postor, con excepción de la parte ejecutante y el acreedor hipotecario si lo hubiere, para tomar parte de la subasta deberán constituir garantía por un equivalente a un 10% del mínimo, un vale vista endosable a nombre del Primer Juzgado Civil de Santiago, Rol Único Tributario N° 60.306.001-6, el cual deberá ser entregado en dependencias del tribunal el día hábil anterior a la subasta entre las 08:00 y las 14:00 horas. La subasta se llevará a efecto en forma presencial en dependencias del Tribunal. Bases de remate de fecha 20/08/2025 a folio 9 y demás antecedentes en autos Rol C-7635-2025 del Primer Juzgado Civil de Santiago. bbox=[299, 165, 527, 302]
